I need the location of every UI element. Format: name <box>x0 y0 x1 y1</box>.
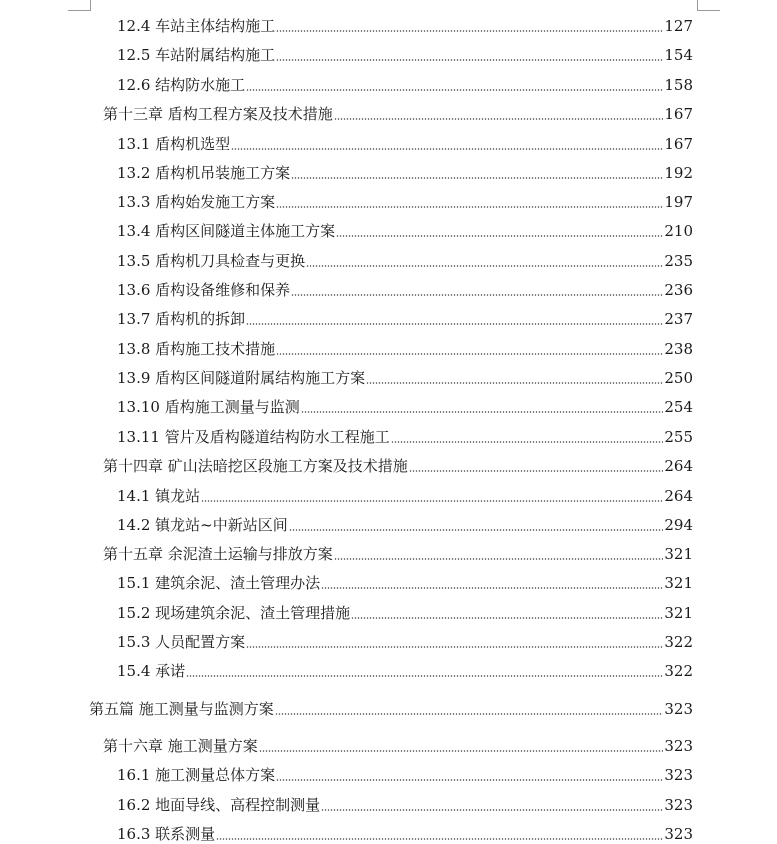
toc-entry-section[interactable] <box>117 306 693 328</box>
toc-entry-title: 14.2 镇龙站~中新站区间 <box>117 516 288 534</box>
toc-entry-chapter[interactable] <box>103 733 693 755</box>
toc-entry-page-number: 323 <box>664 825 693 843</box>
toc-entry-page-number: 321 <box>664 545 693 563</box>
toc-entry-title: 13.3 盾构始发施工方案 <box>117 193 276 211</box>
toc-entry-page-number: 235 <box>664 252 693 270</box>
toc-entry-chapter[interactable] <box>103 101 693 123</box>
toc-entry-title: 13.8 盾构施工技术措施 <box>117 340 276 358</box>
toc-entry-section[interactable] <box>117 365 693 387</box>
toc-entry-title: 第五篇 施工测量与监测方案 <box>89 700 274 718</box>
toc-entry-title: 15.3 人员配置方案 <box>117 633 246 651</box>
toc-entry-page-number: 323 <box>664 737 693 755</box>
toc-dot-leader <box>321 793 663 811</box>
toc-entry-page-number: 264 <box>664 487 693 505</box>
toc-entry-page-number: 323 <box>664 766 693 784</box>
toc-entry-page-number: 167 <box>664 105 693 123</box>
toc-entry-page-number: 323 <box>664 796 693 814</box>
toc-dot-leader <box>276 763 663 781</box>
toc-dot-leader <box>276 190 663 208</box>
toc-dot-leader <box>259 734 664 752</box>
toc-entry-title: 13.6 盾构设备维修和保养 <box>117 281 291 299</box>
toc-entry-title: 13.4 盾构区间隧道主体施工方案 <box>117 222 336 240</box>
toc-entry-section[interactable] <box>117 218 693 240</box>
toc-entry-section[interactable] <box>117 189 693 211</box>
toc-entry-page-number: 197 <box>664 193 693 211</box>
toc-entry-title: 第十四章 矿山法暗挖区段施工方案及技术措施 <box>103 457 408 475</box>
toc-entry-page-number: 254 <box>664 398 693 416</box>
toc-dot-leader <box>186 659 663 677</box>
toc-dot-leader <box>289 513 664 531</box>
toc-dot-leader <box>301 395 664 413</box>
toc-dot-leader <box>246 630 663 648</box>
toc-dot-leader <box>276 337 663 355</box>
toc-entry-page-number: 322 <box>664 633 693 651</box>
toc-entry-title: 13.9 盾构区间隧道附属结构施工方案 <box>117 369 366 387</box>
toc-entry-title: 16.3 联系测量 <box>117 825 216 843</box>
toc-dot-leader <box>351 601 663 619</box>
toc-dot-leader <box>291 161 663 179</box>
toc-dot-leader <box>391 425 664 443</box>
toc-entry-section[interactable] <box>117 570 693 592</box>
toc-entry-page-number: 250 <box>664 369 693 387</box>
toc-entry-section[interactable] <box>117 821 693 843</box>
toc-entry-title: 13.2 盾构机吊装施工方案 <box>117 164 291 182</box>
crop-mark-top-left <box>68 0 91 11</box>
toc-entry-title: 13.7 盾构机的拆卸 <box>117 310 246 328</box>
toc-entry-page-number: 167 <box>664 135 693 153</box>
toc-dot-leader <box>275 697 664 715</box>
toc-dot-leader <box>216 822 663 840</box>
toc-dot-leader <box>231 132 663 150</box>
crop-mark-top-right <box>697 0 720 11</box>
toc-dot-leader <box>334 102 664 120</box>
toc-entry-section[interactable] <box>117 424 693 446</box>
toc-dot-leader <box>321 571 663 589</box>
toc-entry-page-number: 238 <box>664 340 693 358</box>
toc-entry-section[interactable] <box>117 394 693 416</box>
toc-entry-page-number: 323 <box>664 700 693 718</box>
toc-dot-leader <box>201 484 663 502</box>
toc-entry-section[interactable] <box>117 629 693 651</box>
toc-entry-title: 13.5 盾构机刀具检查与更换 <box>117 252 306 270</box>
toc-entry-section[interactable] <box>117 658 693 680</box>
toc-entry-title: 13.1 盾构机选型 <box>117 135 231 153</box>
toc-entry-chapter[interactable] <box>103 541 693 563</box>
toc-entry-page-number: 210 <box>664 222 693 240</box>
toc-entry-title: 13.10 盾构施工测量与监测 <box>117 398 300 416</box>
toc-entry-page-number: 294 <box>664 516 693 534</box>
toc-entry-section[interactable] <box>117 72 693 94</box>
toc-entry-title: 15.2 现场建筑余泥、渣土管理措施 <box>117 604 351 622</box>
toc-entry-title: 12.5 车站附属结构施工 <box>117 46 276 64</box>
toc-dot-leader <box>246 307 663 325</box>
toc-dot-leader <box>291 278 663 296</box>
toc-entry-section[interactable] <box>117 131 693 153</box>
toc-dot-leader <box>336 219 663 237</box>
toc-entry-section[interactable] <box>117 600 693 622</box>
toc-entry-title: 第十六章 施工测量方案 <box>103 737 258 755</box>
toc-entry-page-number: 321 <box>664 574 693 592</box>
toc-entry-section[interactable] <box>117 762 693 784</box>
toc-entry-title: 第十五章 余泥渣土运输与排放方案 <box>103 545 333 563</box>
toc-entry-page-number: 158 <box>664 76 693 94</box>
toc-entry-section[interactable] <box>117 512 693 534</box>
toc-entry-section[interactable] <box>117 13 693 35</box>
toc-dot-leader <box>409 454 664 472</box>
toc-entry-title: 15.4 承诺 <box>117 662 186 680</box>
toc-entry-section[interactable] <box>117 792 693 814</box>
toc-entry-title: 12.6 结构防水施工 <box>117 76 246 94</box>
toc-dot-leader <box>306 249 663 267</box>
toc-entry-title: 12.4 车站主体结构施工 <box>117 17 276 35</box>
toc-entry-title: 16.1 施工测量总体方案 <box>117 766 276 784</box>
toc-entry-section[interactable] <box>117 248 693 270</box>
toc-entry-title: 13.11 管片及盾构隧道结构防水工程施工 <box>117 428 390 446</box>
toc-entry-section[interactable] <box>117 160 693 182</box>
toc-entry-chapter[interactable] <box>103 453 693 475</box>
toc-entry-title: 16.2 地面导线、高程控制测量 <box>117 796 321 814</box>
toc-entry-section[interactable] <box>117 277 693 299</box>
toc-entry-title: 第十三章 盾构工程方案及技术措施 <box>103 105 333 123</box>
toc-entry-part[interactable] <box>89 696 693 718</box>
toc-entry-title: 14.1 镇龙站 <box>117 487 201 505</box>
toc-entry-page-number: 154 <box>664 46 693 64</box>
toc-entry-page-number: 236 <box>664 281 693 299</box>
toc-dot-leader <box>366 366 663 384</box>
toc-entry-section[interactable] <box>117 42 693 64</box>
toc-entry-page-number: 255 <box>664 428 693 446</box>
toc-entry-page-number: 264 <box>664 457 693 475</box>
toc-dot-leader <box>334 542 664 560</box>
toc-entry-section[interactable] <box>117 336 693 358</box>
toc-dot-leader <box>276 43 663 61</box>
toc-entry-page-number: 127 <box>664 17 693 35</box>
toc-entry-page-number: 322 <box>664 662 693 680</box>
toc-entry-title: 15.1 建筑余泥、渣土管理办法 <box>117 574 321 592</box>
toc-dot-leader <box>246 73 663 91</box>
toc-entry-page-number: 237 <box>664 310 693 328</box>
toc-dot-leader <box>276 14 663 32</box>
toc-entry-page-number: 192 <box>664 164 693 182</box>
toc-entry-page-number: 321 <box>664 604 693 622</box>
toc-entry-section[interactable] <box>117 483 693 505</box>
